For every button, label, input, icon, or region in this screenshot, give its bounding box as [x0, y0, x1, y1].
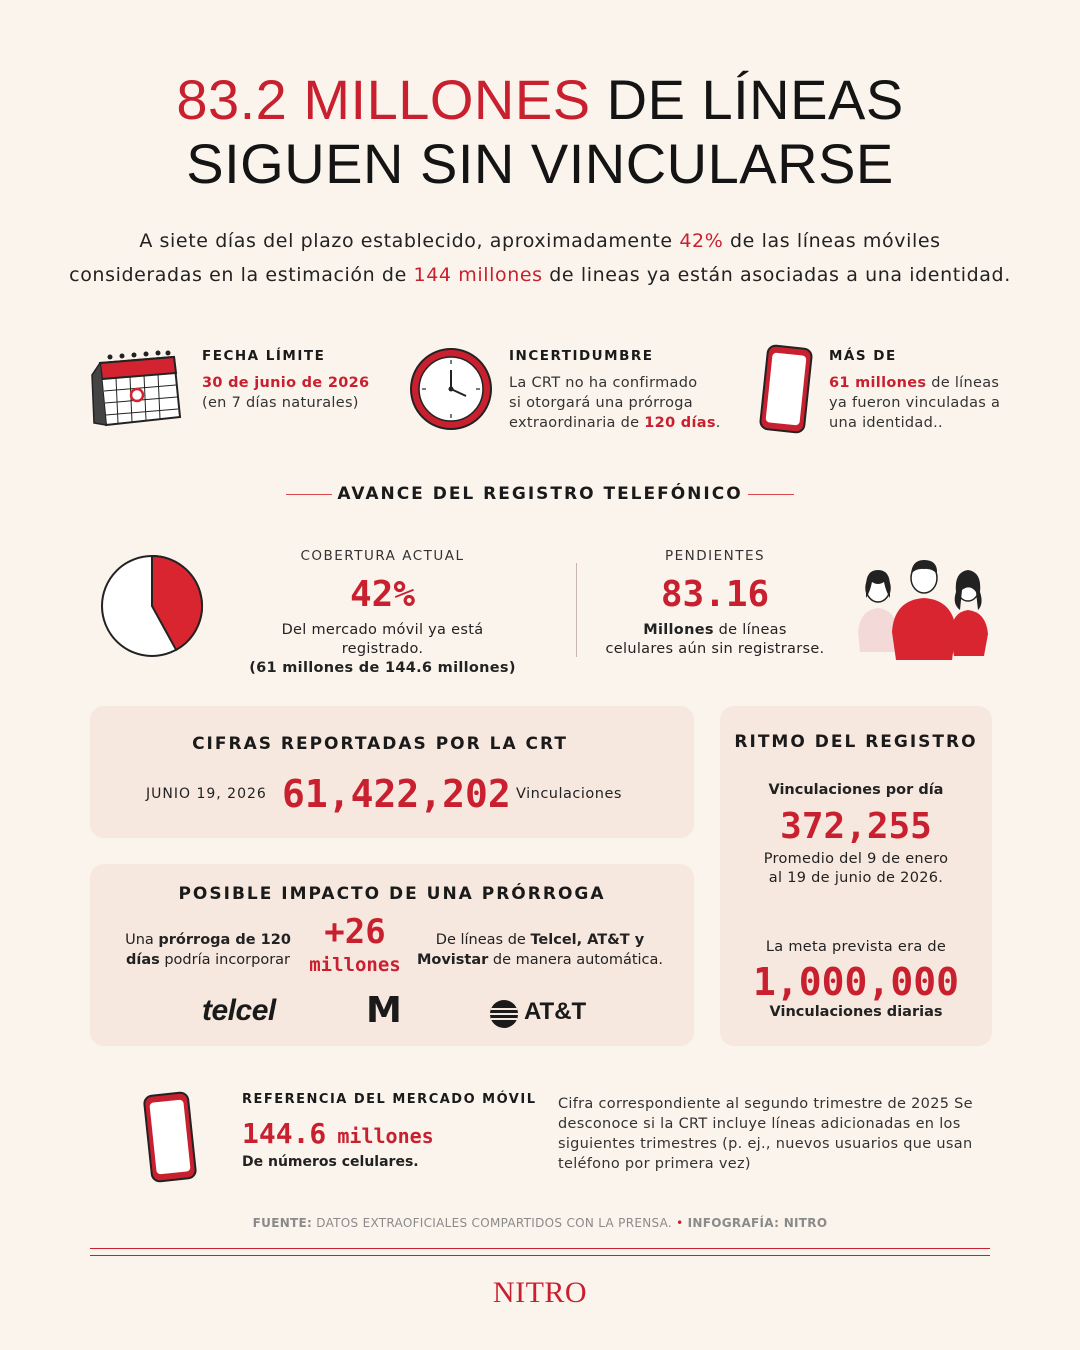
- per-day-average: Promedio del 9 de enero al 19 de junio de 2026.: [763, 851, 949, 886]
- crt-value: 61,422,202: [282, 772, 511, 816]
- per-day-label: Vinculaciones por día: [768, 782, 944, 798]
- goal-unit: Vinculaciones diarias: [769, 1004, 943, 1020]
- section-title: AVANCE DEL REGISTRO TELEFÓNICO: [337, 484, 743, 504]
- impact-value: +26: [324, 912, 386, 952]
- per-day-value: 372,255: [780, 806, 932, 847]
- telcel-logo: telcel: [202, 994, 276, 1027]
- att-globe-icon: [488, 998, 520, 1030]
- att-logo: AT&T: [524, 998, 587, 1025]
- market-note: Cifra correspondiente al segundo trimestre de 2025 Se desconoce si la CRT incluye líneas adicionadas en los siguientes trimestres (p. ej., nuevos usuarios que usan teléfono por primera vez): [558, 1096, 973, 1172]
- impact-right-text: De líneas de Telcel, AT&T y Movistar de manera automática.: [416, 932, 664, 968]
- page-title: 83.2 MILLONES DE LÍNEAS SIGUEN SIN VINCULARSE: [176, 68, 904, 195]
- more-info: MÁS DE 61 millones de líneas ya fueron vinculadas a una identidad..: [829, 348, 1001, 431]
- people-icon: [852, 552, 996, 662]
- divider: [576, 563, 577, 657]
- divider: [90, 1248, 990, 1249]
- goal-value: 1,000,000: [753, 960, 959, 1004]
- crt-card: CIFRAS REPORTADAS POR LA CRT JUNIO 19, 2026 61,422,202 Vinculaciones: [90, 706, 694, 838]
- brand-logo: NITRO: [492, 1276, 588, 1309]
- phone-icon: [138, 1090, 202, 1186]
- goal-label: La meta prevista era de: [765, 939, 947, 955]
- calendar-icon: [90, 345, 186, 433]
- coverage-block: COBERTURA ACTUAL 42% Del mercado móvil ya está registrado. (61 millones de 144.6 millones): [249, 548, 516, 676]
- rhythm-card: RITMO DEL REGISTRO Vinculaciones por día 372,255 Promedio del 9 de enero al 19 de junio de 2026. La meta prevista era de 1,000,000 Vinculaciones diarias: [720, 706, 992, 1046]
- uncertainty-info: INCERTIDUMBRE La CRT no ha confirmado si otorgará una prórroga extraordinaria de 120 días.: [509, 348, 721, 431]
- pie-chart-icon: [98, 552, 206, 660]
- crt-date: JUNIO 19, 2026: [146, 786, 267, 802]
- phone-icon: [756, 344, 814, 436]
- footer-source: FUENTE: DATOS EXTRAOFICIALES COMPARTIDOS CON LA PRENSA. • INFOGRAFÍA: NITRO: [252, 1216, 828, 1230]
- market-block: REFERENCIA DEL MERCADO MÓVIL 144.6 millones De números celulares.: [242, 1092, 537, 1170]
- divider: [90, 1255, 990, 1256]
- pending-block: PENDIENTES 83.16 Millones de líneas celulares aún sin registrarse.: [605, 548, 825, 657]
- clock-icon: [408, 346, 494, 432]
- crt-unit: Vinculaciones: [516, 786, 622, 802]
- deadline-info: FECHA LÍMITE 30 de junio de 2026 (en 7 días naturales): [202, 348, 370, 411]
- movistar-logo: M: [366, 990, 402, 1031]
- impact-left-text: Una prórroga de 120 días podría incorporar: [125, 932, 291, 968]
- subtitle: A siete días del plazo establecido, aproximadamente 42% de las líneas móviles consideradas en la estimación de 144 millones de lineas ya están asociadas a una identidad.: [69, 230, 1011, 286]
- impact-unit: millones: [309, 954, 401, 976]
- impact-card: POSIBLE IMPACTO DE UNA PRÓRROGA Una prórroga de 120 días podría incorporar +26 millones De líneas de Telcel, AT&T y Movistar de manera automática. telcel M AT&T: [90, 864, 694, 1046]
